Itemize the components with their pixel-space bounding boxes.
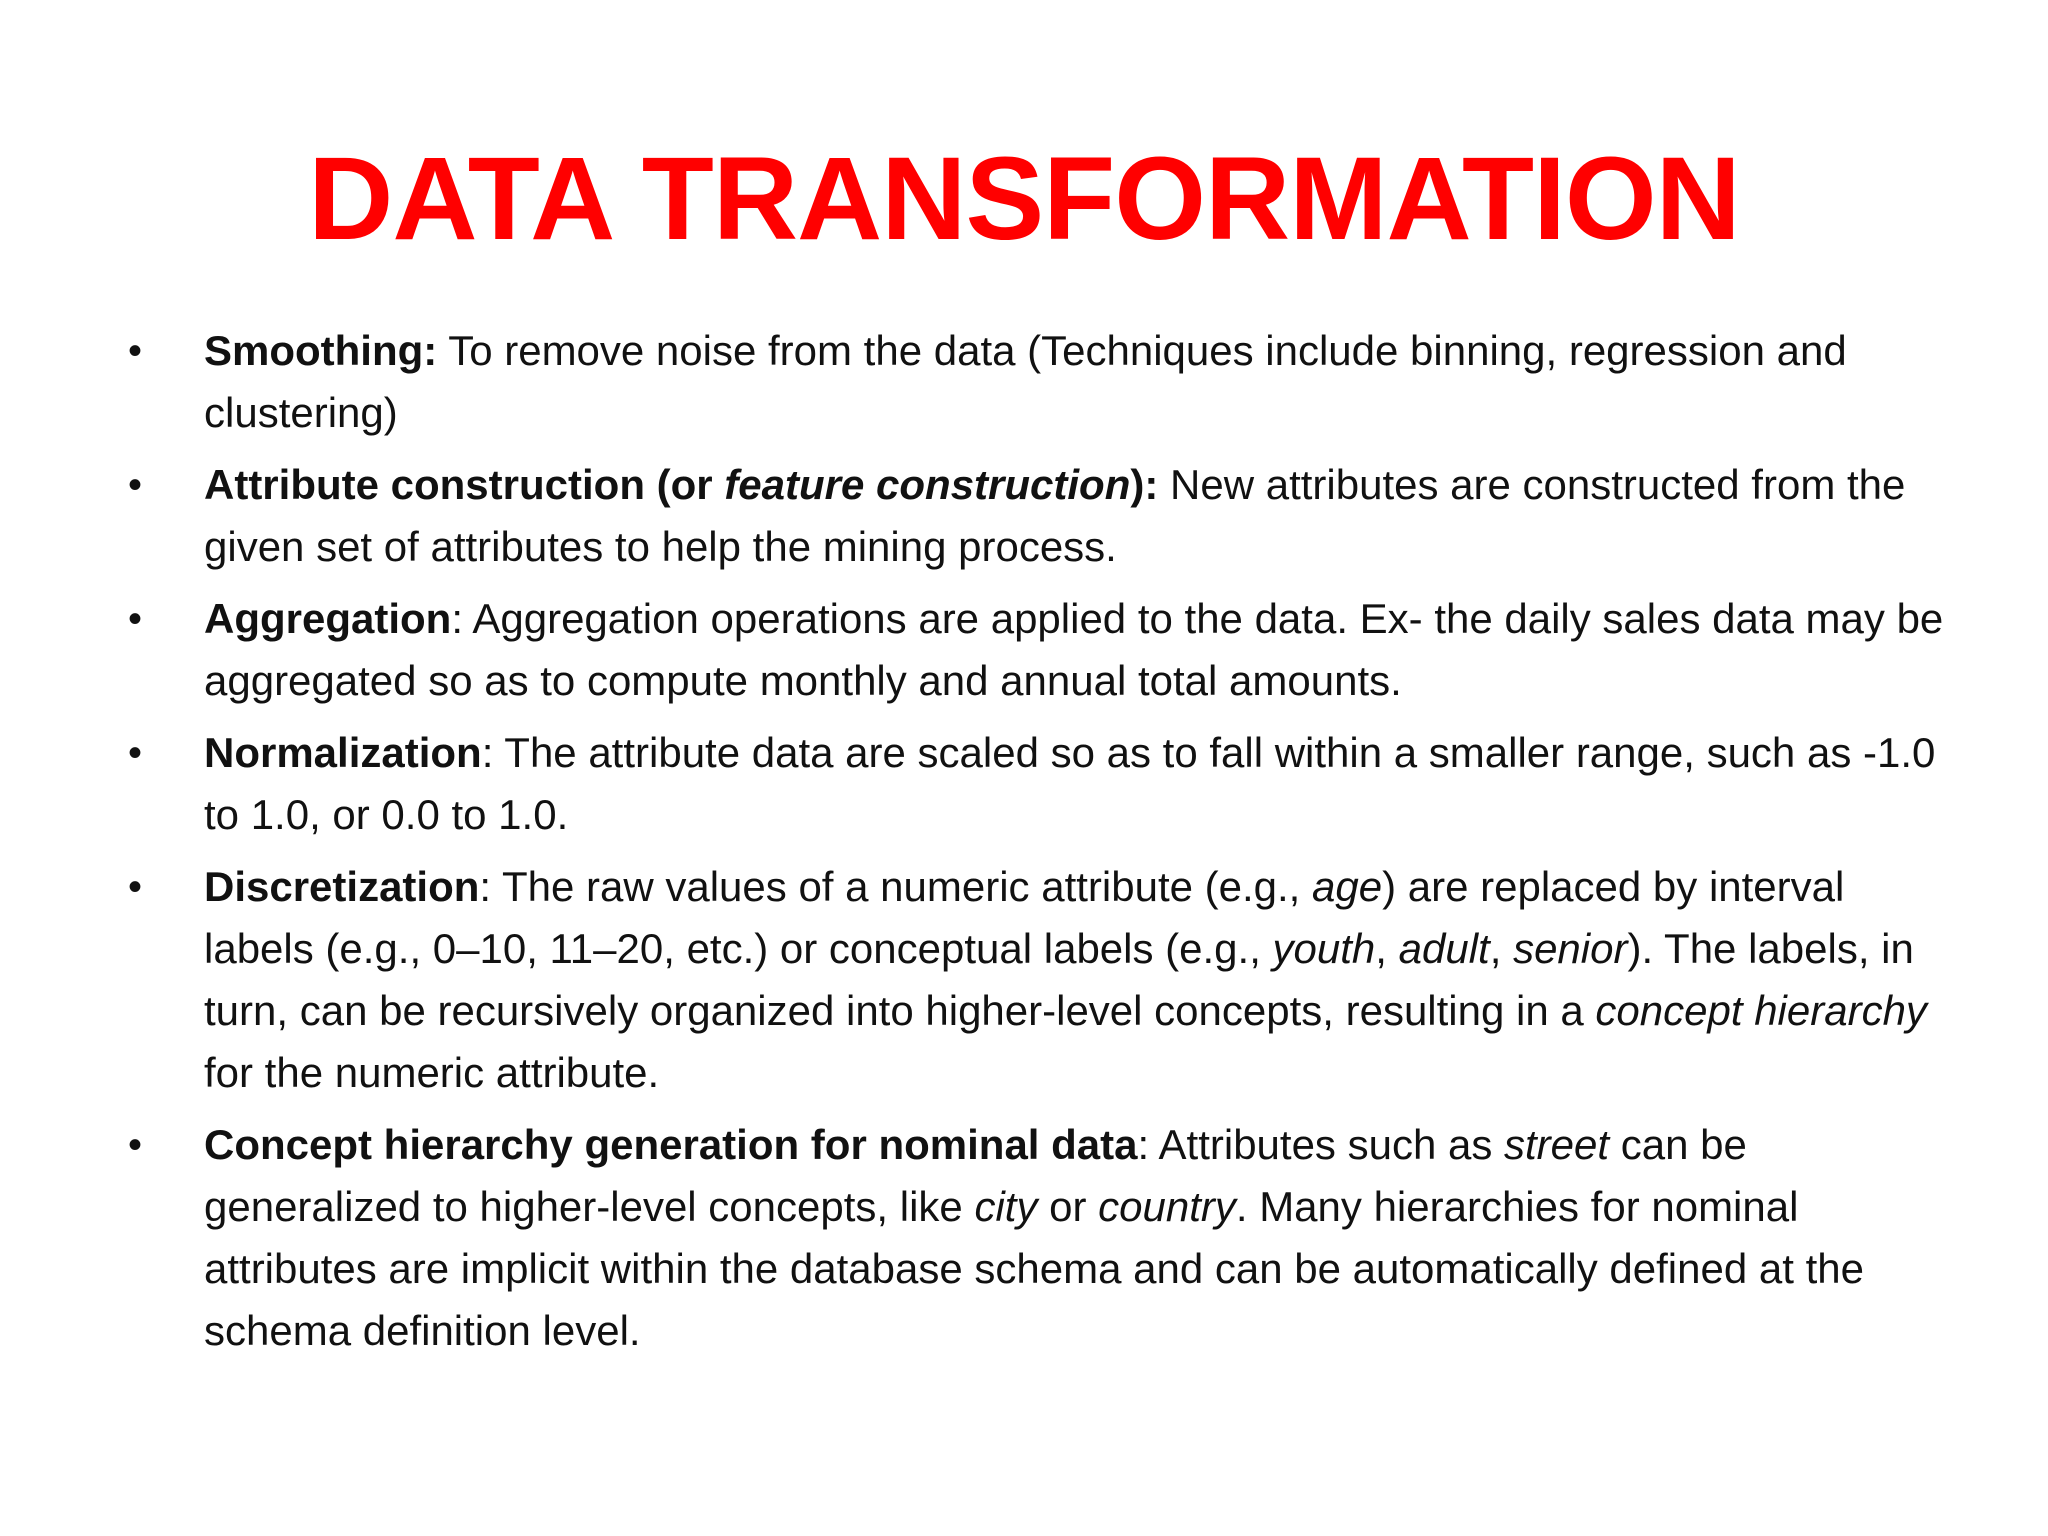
bullet-text-run: : The attribute data are scaled so as to fall within a smaller range, such as -1.0 to 1.0, or 0.0 to 1.0.: [204, 729, 1936, 838]
bullet-text-run: ,: [1375, 925, 1399, 972]
bullet-text-run: Aggregation: [204, 595, 452, 642]
bullet-list: [120, 320, 1950, 1372]
bullet-text-run: Normalization: [204, 729, 482, 776]
bullet-text-run: : The raw values of a numeric attribute (e.g.,: [479, 863, 1313, 910]
bullet-text-run: concept hierarchy: [1595, 987, 1927, 1034]
bullet-dot-icon: •: [128, 329, 143, 373]
bullet-text-run: country: [1098, 1183, 1236, 1230]
bullet-text-run: ) are replaced by interval labels (e.g., 0–10, 11–20, etc.) or conceptual labels (e.g.,: [204, 863, 1845, 972]
bullet-text-run: for the numeric attribute.: [204, 1049, 660, 1096]
bullet-text-run: or: [1037, 1183, 1099, 1230]
bullet-text-run: ,: [1489, 925, 1514, 972]
bullet-text-run: Smoothing:: [204, 327, 438, 374]
bullet-text-run: Attribute construction (or: [204, 461, 725, 508]
bullet-text-run: city: [974, 1183, 1038, 1230]
bullet-dot-icon: •: [128, 463, 143, 507]
bullet-item: [120, 320, 1950, 444]
bullet-item: [120, 856, 1950, 1104]
slide-title: DATA TRANSFORMATION: [308, 133, 1740, 265]
bullet-dot-icon: •: [128, 597, 143, 641]
bullet-item: [120, 1114, 1950, 1362]
bullet-text-run: To remove noise from the data (Techniques include binning, regression and clustering): [204, 327, 1847, 436]
bullet-text-run: Concept hierarchy generation for nominal data: [204, 1121, 1138, 1168]
bullet-text-run: : Attributes such as: [1137, 1121, 1505, 1168]
bullet-text-run: Discretization: [204, 863, 480, 910]
bullet-text-run: : Aggregation operations are applied to the data. Ex- the daily sales data may be aggregated so as to compute monthly and annual total amounts.: [204, 595, 1944, 704]
bullet-text-run: New attributes are constructed from the given set of attributes to help the mining process.: [204, 461, 1906, 570]
bullet-dot-icon: •: [128, 865, 143, 909]
bullet-text-run: ):: [1130, 461, 1159, 508]
bullet-dot-icon: •: [128, 1123, 143, 1167]
bullet-item: [120, 588, 1950, 712]
bullet-text-run: feature construction: [724, 461, 1131, 508]
bullet-item: [120, 722, 1950, 846]
bullet-text-run: youth: [1272, 925, 1376, 972]
bullet-text-run: can be generalized to higher-level concepts, like: [204, 1121, 1747, 1230]
bullet-item: [120, 454, 1950, 578]
bullet-text-run: senior: [1513, 925, 1628, 972]
bullet-dot-icon: •: [128, 731, 143, 775]
bullet-text-run: street: [1504, 1121, 1610, 1168]
bullet-text-run: ). The labels, in turn, can be recursively organized into higher-level concepts, resulting in a: [204, 925, 1914, 1034]
bullet-text-run: adult: [1398, 925, 1490, 972]
bullet-text-run: age: [1312, 863, 1383, 910]
bullet-text-run: . Many hierarchies for nominal attributes are implicit within the database schema and can be automatically defined at the schema definition level.: [204, 1183, 1864, 1354]
